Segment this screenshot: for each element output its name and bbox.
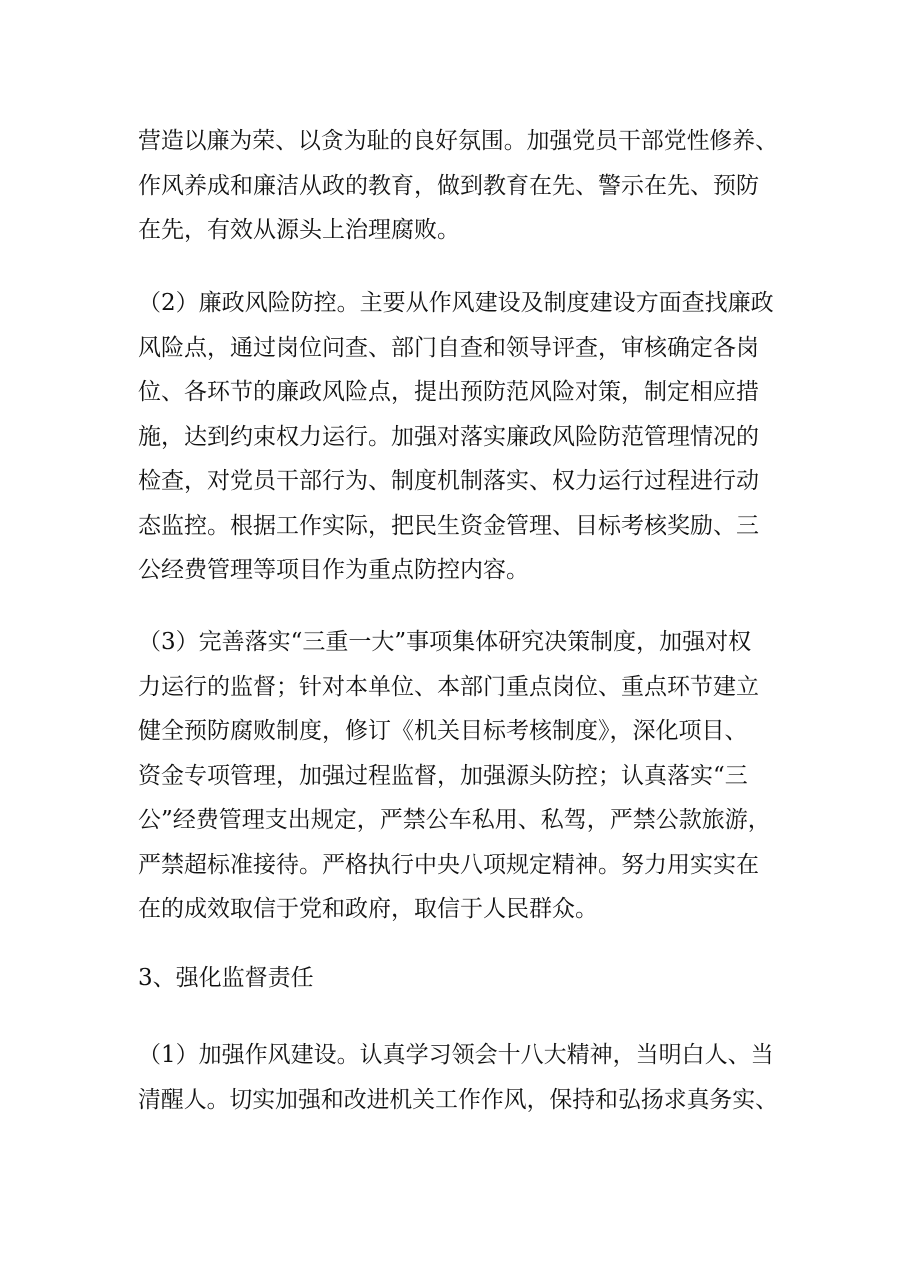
paragraph-work-style: [138, 1033, 778, 1122]
text-line: 检查，对党员干部行为、制度机制落实、权力运行过程进行动: [138, 468, 759, 494]
text-line: 施，达到约束权力运行。加强对落实廉政风险防范管理情况的: [138, 423, 759, 450]
paragraph-decision-system: [138, 620, 778, 932]
text-line: （1）加强作风建设。认真学习领会十八大精神，当明白人、当: [138, 1042, 774, 1068]
text-line: 作风养成和廉洁从政的教育，做到教育在先、警示在先、预防: [138, 172, 759, 199]
text-line: 公经费管理等项目作为重点防控内容。: [138, 557, 529, 583]
text-line: 在的成效取信于党和政府，取信于人民群众。: [138, 896, 598, 922]
section-heading: [138, 956, 778, 1001]
text-line: 位、各环节的廉政风险点，提出预防范风险对策，制定相应措: [138, 379, 759, 405]
text-line: 严禁超标准接待。严格执行中央八项规定精神。努力用实实在: [138, 851, 759, 878]
text-line: 态监控。根据工作实际，把民生资金管理、目标考核奖励、三: [138, 512, 759, 539]
text-line: 风险点，通过岗位问查、部门自查和领导评查，审核确定各岗: [138, 334, 759, 361]
paragraph-intro: [138, 119, 778, 253]
text-line: 清醒人。切实加强和改进机关工作作风，保持和弘扬求真务实、: [138, 1086, 778, 1113]
text-line: 在先，有效从源头上治理腐败。: [138, 217, 460, 243]
text-line: 公”经费管理支出规定，严禁公车私用、私驾，严禁公款旅游，: [138, 807, 771, 833]
text-line: 健全预防腐败制度，修订《机关目标考核制度》，深化项目、: [138, 718, 748, 744]
text-line: 资金专项管理，加强过程监督，加强源头防控；认真落实“三: [138, 762, 748, 789]
text-line: （2）廉政风险防控。主要从作风建设及制度建设方面查找廉政: [138, 290, 774, 316]
text-line: 营造以廉为荣、以贪为耻的良好氛围。加强党员干部党性修养、: [138, 128, 778, 154]
heading-line: 3、强化监督责任: [138, 965, 314, 991]
text-line: （3）完善落实“三重一大”事项集体研究决策制度，加强对权: [138, 629, 752, 655]
paragraph-risk-control: [138, 281, 778, 593]
text-line: 力运行的监督；针对本单位、本部门重点岗位、重点环节建立: [138, 673, 759, 700]
